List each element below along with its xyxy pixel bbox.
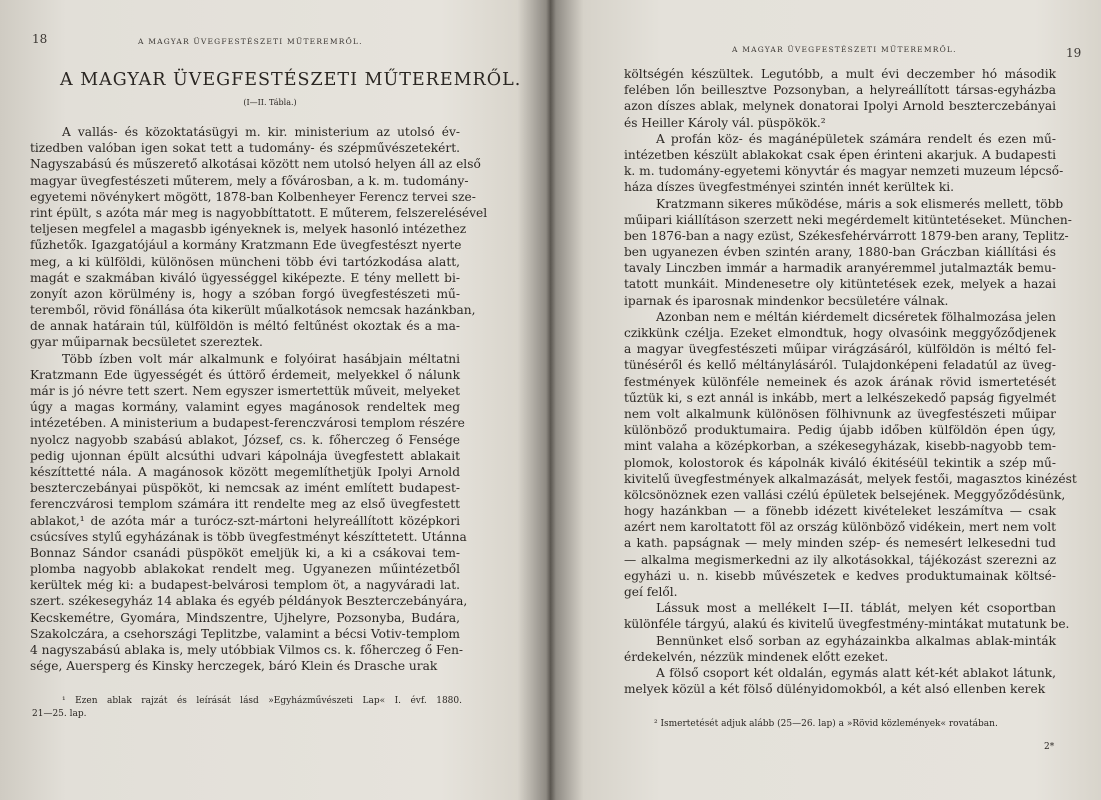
- text-line: műipari kiállításon szerzett neki megérdemelt kitüntetéseket. München-: [624, 212, 1072, 227]
- text-line: kölcsönöznek ezen vallási czélú épületek belsejének. Meggyőződésünk,: [624, 487, 1066, 502]
- text-line: nyolcz nagyobb szabású ablakot, József, cs. k. főherczeg ő Fensége: [30, 432, 460, 447]
- text-line: meg, a ki külföldi, különösen müncheni több évi tartózkodása alatt,: [30, 254, 460, 269]
- text-line: egyházi u. n. kisebb művészetek e kedves produktumainak költsé-: [624, 568, 1056, 583]
- text-line: Azonban nem e méltán kiérdemelt dicséretek fölhalmozása jelen: [656, 309, 1056, 324]
- text-line: úgy a magas kormány, valamint egyes magánosok rendeltek meg: [30, 400, 460, 415]
- right-page: [556, 0, 1101, 800]
- text-line: ben 1876-ban a nagy ezüst, Székesfehérvárrott 1879-ben arany, Teplitz-: [624, 228, 1069, 243]
- text-line: egyetemi növénykert mögött, 1878-ban Kolbenheyer Ferencz tervei sze-: [30, 189, 476, 204]
- text-line: ablakot,¹ de azóta már a turócz-szt-mártoni helyreállított középkori: [30, 513, 460, 528]
- text-line: érdekelvén, nézzük mindenek előtt ezeket.: [624, 649, 889, 664]
- text-line: de annak határain túl, külföldön is méltó feltűnést okoztak és a ma-: [30, 319, 460, 334]
- text-line: készíttetté nála. A magánosok között megemlíthetjük Ipolyi Arnold: [30, 464, 460, 479]
- text-line: azért nem karoltatott föl az ország különböző vidékein, mert nem volt: [624, 520, 1056, 535]
- text-line: sége, Auersperg és Kinsky herczegek, báró Klein és Drasche urak: [30, 659, 438, 674]
- text-line: kivitelű üvegfestmények alkalmazását, melyek festői, magasztos kinézést: [624, 471, 1077, 486]
- text-line: festmények különféle nemeinek és azok árának rövid ismertetését: [624, 374, 1056, 389]
- text-line: Kratzmann sikeres működése, máris a sok elismerés mellett, több: [656, 196, 1064, 211]
- text-line: tizedben valóban igen sokat tett a tudomány- és szépművészetekért.: [30, 141, 460, 156]
- text-line: ben ugyanezen évben szintén arany, 1880-ban Gráczban kiállítási és: [624, 245, 1056, 260]
- text-line: intézetében. A ministerium a budapest-ferenczvárosi templom részére: [30, 416, 465, 431]
- text-line: geí felől.: [624, 585, 678, 599]
- text-line: mint valaha a középkorban, a székesegyházak, kisebb-nagyobb tem-: [624, 439, 1056, 454]
- text-line: ferenczvárosi templom számára itt rendelte meg az első üvegfestett: [30, 497, 460, 512]
- text-line: nem volt alkalmunk különösen fölhivnunk az üvegfestészeti műipar: [624, 406, 1056, 421]
- text-line: tatott munkáit. Mindenesetre oly kitüntetések ezek, melyek a hazai: [624, 277, 1056, 292]
- text-line: Több ízben volt már alkalmunk e folyóirat hasábjain méltatni: [62, 351, 460, 366]
- footnote-line: 21—25. lap.: [32, 709, 87, 719]
- text-line: magyar üvegfestészeti műterem, mely a fővárosban, a k. m. tudomány-: [30, 173, 469, 188]
- text-line: a kath. papságnak — mely minden szép- és nemesért lelkesedni tud: [624, 536, 1056, 551]
- text-line: felében lőn beillesztve Pozsonyban, a helyreállított társas-egyházba: [624, 83, 1056, 98]
- text-line: melyek közül a két fölső dülényidomokból, a két alsó ellenben kerek: [624, 682, 1046, 697]
- text-line: tünéséről és kellő méltánylásáról. Tulajdonképeni feladatúl az üveg-: [624, 358, 1056, 373]
- article-title: A MAGYAR ÜVEGFESTÉSZETI MŰTEREMRŐL.: [60, 70, 522, 90]
- text-line: iparnak és iparosnak mindenkor becsületére válnak.: [624, 293, 949, 308]
- text-line: már is jó névre tett szert. Nem egyszer ismertettük műveit, melyeket: [30, 384, 460, 398]
- text-line: intézetben készült ablakokat csak épen érinteni akarjuk. A budapesti: [624, 147, 1056, 162]
- text-line: Bennünket első sorban az egyházainkba alkalmas ablak-minták: [656, 633, 1056, 648]
- text-line: plomba nagyobb ablakokat rendelt meg. Ugyanezen műintézetből: [30, 562, 460, 577]
- text-line: A vallás- és közoktatásügyi m. kir. ministerium az utolsó év-: [62, 125, 460, 139]
- text-line: 4 nagyszabású ablaka is, mely utóbbiak Vilmos cs. k. főherczeg ő Fen-: [30, 643, 464, 657]
- right-body-text: [624, 66, 1077, 697]
- text-line: tűztük ki, s ezt annál is inkább, mert a lelkészekedő papság figyelmét: [624, 390, 1056, 405]
- text-line: — alkalma megismerkedni az ily alkotásokkal, tájékozást szerezni az: [624, 552, 1056, 567]
- text-line: csúcsíves stylű egyházának is több üvegfestményt készíttetett. Utánna: [30, 529, 467, 544]
- left-page: [0, 0, 540, 800]
- page-number: 19: [1066, 46, 1082, 60]
- text-line: teremből, rövid fönállása óta kikerült műalkotások nemcsak hazánkban,: [30, 303, 476, 318]
- text-line: Bonnaz Sándor csanádi püspököt emeljük ki, a ki a csákovai tem-: [30, 545, 460, 560]
- text-line: szert. székesegyház 14 ablaka és egyéb példányok Beszterczebányára,: [30, 594, 468, 609]
- text-line: Kecskemétre, Gyomára, Mindszentre, Ujhelyre, Pozsonyba, Budára,: [30, 610, 460, 625]
- text-line: Nagyszabású és műszerető alkotásai között nem utolsó helyen áll az első: [30, 157, 481, 172]
- text-line: azon díszes ablak, melynek donatorai Ipolyi Arnold beszterczebányai: [624, 99, 1056, 114]
- text-line: Szakolczára, a csehországi Teplitzbe, valamint a bécsi Votiv-templom: [30, 626, 460, 641]
- text-line: a magyar üvegfestészeti műipar virágzásáról, külföldön is méltó fel-: [624, 342, 1056, 357]
- text-line: pedig ujonnan épült alcsúthi udvari kápolnája üvegfestett ablakait: [30, 448, 460, 463]
- text-line: Lássuk most a mellékelt I—II. táblát, melyen két csoportban: [656, 601, 1056, 616]
- text-line: különféle tárgyú, alakú és kivitelű üvegfestmény-mintákat mutatunk be.: [624, 617, 1070, 632]
- text-line: kerültek még ki: a budapest-belvárosi templom öt, a nagyváradi lat.: [30, 578, 460, 593]
- text-line: és Heiller Károly vál. püspökök.²: [624, 115, 826, 130]
- left-footnote: [32, 695, 462, 721]
- left-body-text: [30, 124, 488, 674]
- right-footnote: ² Ismertetését adjuk alább (25—26. lap) a »Rövid közlemények« rovatában.: [654, 719, 998, 729]
- text-line: magát e szakmában kiváló ügyességgel kiképezte. E tény mellett bi-: [30, 270, 460, 285]
- printer-signature: 2*: [1044, 742, 1055, 752]
- page-number: 18: [32, 32, 48, 46]
- plate-reference: (I—II. Tábla.): [243, 98, 297, 107]
- text-line: A profán köz- és magánépületek számára rendelt és ezen mű-: [656, 131, 1056, 146]
- text-line: czikkünk czélja. Ezeket elmondtuk, hogy olvasóink meggyőződjenek: [624, 326, 1056, 340]
- text-line: tavaly Linczben immár a harmadik aranyéremmel jutalmazták bemu-: [624, 261, 1056, 276]
- text-line: hogy hazánkban — a fönebb idézett kivételeket leszámítva — csak: [624, 504, 1056, 519]
- footnote-line: ¹ Ezen ablak rajzát és leírását lásd »Egyházművészeti Lap« I. évf. 1880.: [62, 696, 462, 706]
- text-line: fűzhetők. Igazgatójául a kormány Kratzmann Ede üvegfestészt nyerte: [30, 238, 462, 253]
- text-line: beszterczebányai püspököt, ki nemcsak az imént említett budapest-: [30, 481, 460, 496]
- text-line: költségén készültek. Legutóbb, a mult évi deczember hó második: [624, 67, 1056, 81]
- running-head: A MAGYAR ÜVEGFESTÉSZETI MŰTEREMRŐL.: [138, 37, 363, 46]
- text-line: k. m. tudomány-egyetemi könyvtár és magyar nemzeti muzeum lépcső-: [624, 164, 1064, 179]
- text-line: Kratzmann Ede ügyességét és úttörő érdemeit, melyekkel ő nálunk: [30, 367, 460, 382]
- text-line: plomok, kolostorok és kápolnák kiváló ékitéséül tekintik a szép mű-: [624, 455, 1056, 470]
- text-line: A fölső csoport két oldalán, egymás alatt két-két ablakot látunk,: [656, 665, 1056, 680]
- text-line: különböző produktumaira. Pedig újabb időben külföldön épen úgy,: [624, 423, 1056, 438]
- running-head: A MAGYAR ÜVEGFESTÉSZETI MŰTEREMRŐL.: [732, 45, 957, 54]
- text-line: zonyít azon körülmény is, hogy a szóban forgó üvegfestészeti mű-: [30, 286, 460, 301]
- text-line: rint épült, s azóta már meg is nagyobbíttatott. E műterem, felszerelésével: [30, 205, 488, 220]
- text-line: háza díszes üvegfestményei szintén innét kerültek ki.: [624, 180, 955, 195]
- text-line: gyar műiparnak becsületet szereztek.: [30, 335, 263, 350]
- text-line: teljesen megfelel a magasbb igényeknek is, melyek hasonló intézethez: [30, 222, 467, 237]
